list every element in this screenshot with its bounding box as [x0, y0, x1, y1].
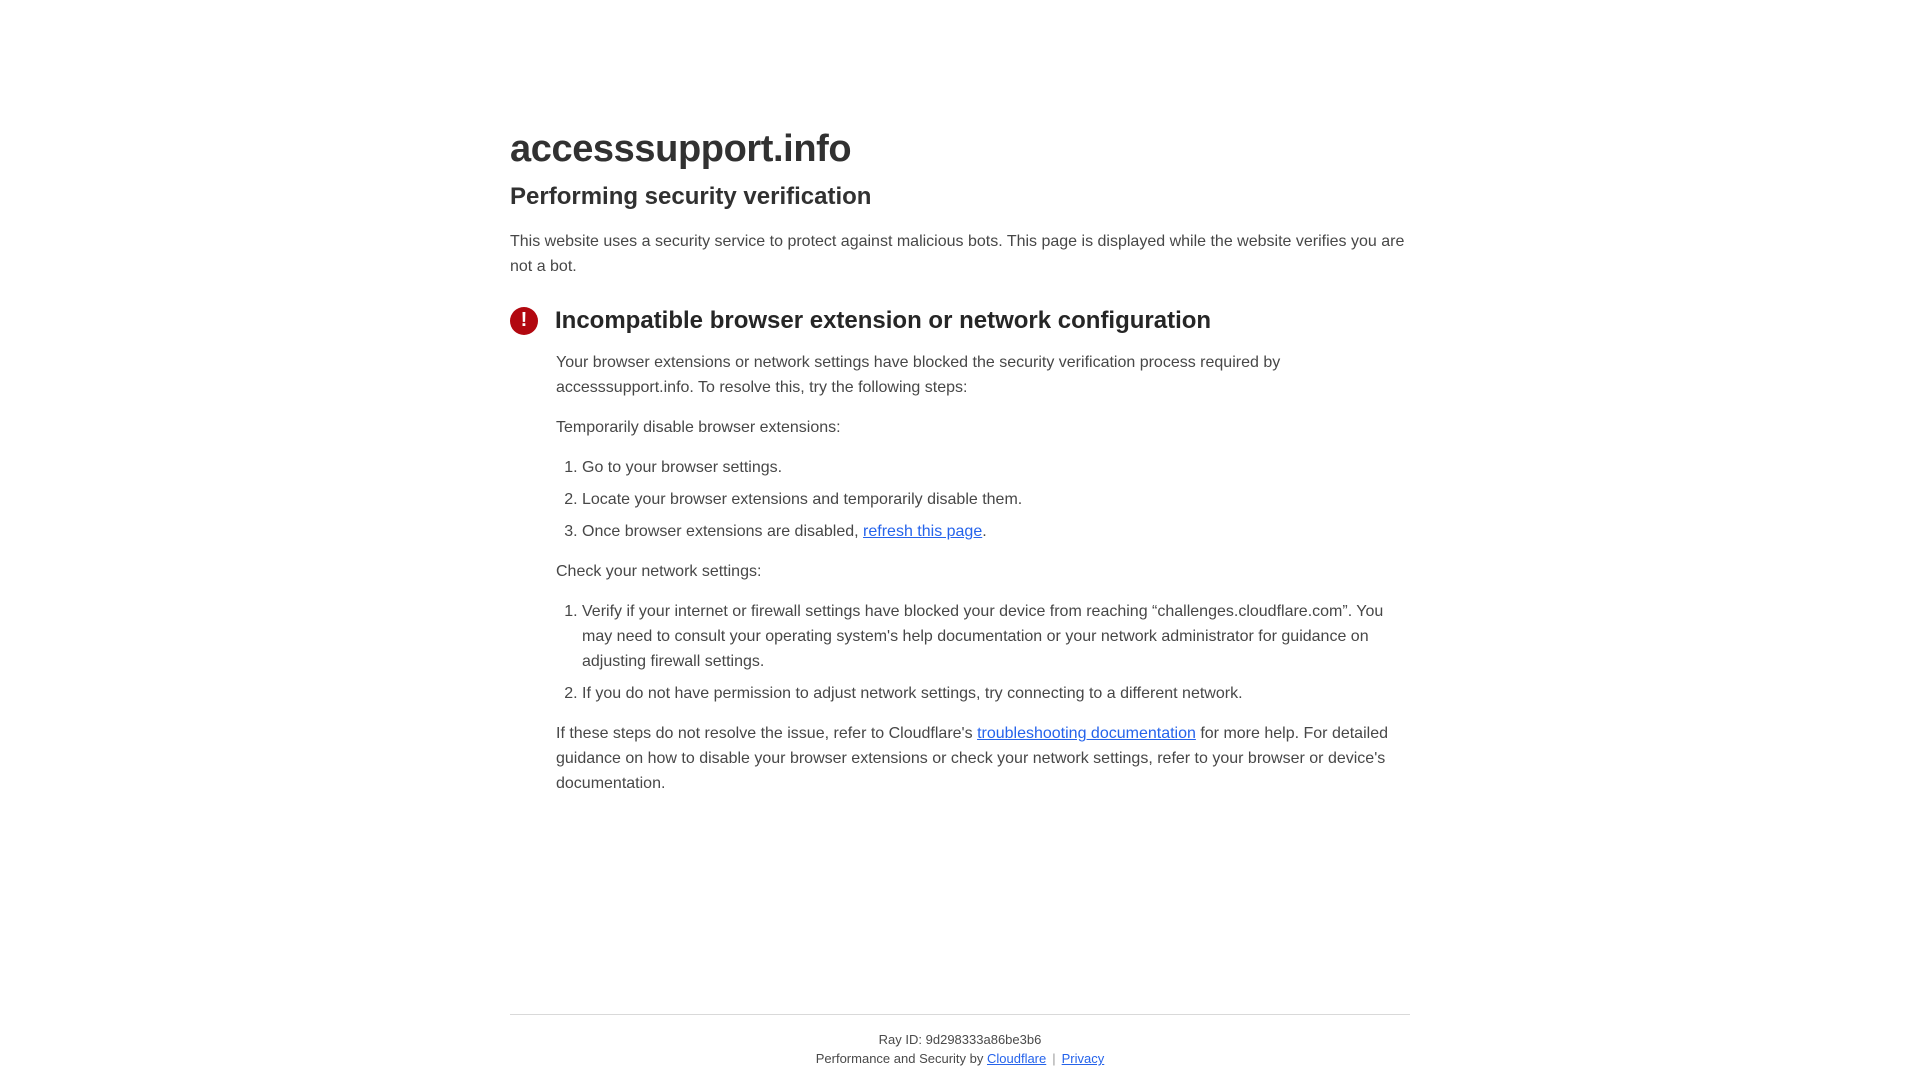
extensions-heading: Temporarily disable browser extensions: — [556, 419, 841, 436]
main-content — [510, 128, 1410, 1014]
list-item: 1. Verify if your internet or firewall settings have blocked your device from reaching “challenges.cloudflare.com”. You may need to consult your operating system's help documentation or your network administrator for guidance on adjusting firewall settings. — [582, 599, 1410, 674]
intro-text: This website uses a security service to protect against malicious bots. This page is displayed while the website verifies you are not a bot. — [510, 233, 1405, 275]
step-text-before: Once browser extensions are disabled, — [582, 523, 864, 540]
list-item: 2. If you do not have permission to adjust network settings, try connecting to a different network. — [582, 681, 1410, 706]
network-heading: Check your network settings: — [556, 563, 762, 580]
extensions-steps-list — [556, 455, 1410, 544]
closing-text-after: for more help. For detailed guidance on how to disable your browser extensions or check your network settings, refer to your browser or device's documentation. — [556, 725, 1388, 792]
alert-exclamation-icon: ! — [510, 307, 538, 335]
page-title: accesssupport.info — [510, 128, 852, 170]
footer — [510, 1014, 1410, 1080]
ray-id-label: Ray ID: — [878, 1032, 926, 1047]
footer-separator: | — [1052, 1051, 1056, 1066]
error-description: Your browser extensions or network settings have blocked the security verification process required by accesssupport.info. To resolve this, try the following steps: — [556, 354, 1281, 396]
ray-id-value: 9d298333a86be3b6 — [925, 1032, 1042, 1047]
closing-text-before: If these steps do not resolve the issue, refer to Cloudflare's — [556, 725, 978, 742]
page-subtitle: Performing security verification — [510, 183, 872, 210]
error-title: Incompatible browser extension or network configuration — [555, 307, 1212, 334]
list-item: 2. Locate your browser extensions and temporarily disable them. — [582, 487, 1410, 512]
list-item — [582, 519, 1410, 544]
closing-text — [556, 721, 1410, 796]
cloudflare-link[interactable]: Cloudflare — [986, 1051, 1047, 1066]
ray-id-line — [510, 1030, 1410, 1049]
performance-text: Performance and Security by — [815, 1051, 987, 1066]
refresh-page-link[interactable]: refresh this page — [863, 523, 983, 540]
list-item: 1. Go to your browser settings. — [582, 455, 1410, 480]
step-text-after: . — [982, 523, 987, 540]
troubleshooting-documentation-link[interactable]: troubleshooting documentation — [977, 725, 1196, 742]
privacy-link[interactable]: Privacy — [1061, 1051, 1105, 1066]
performance-line — [510, 1049, 1410, 1068]
network-steps-list — [556, 599, 1410, 706]
error-body — [556, 350, 1410, 796]
error-header — [510, 307, 1410, 335]
